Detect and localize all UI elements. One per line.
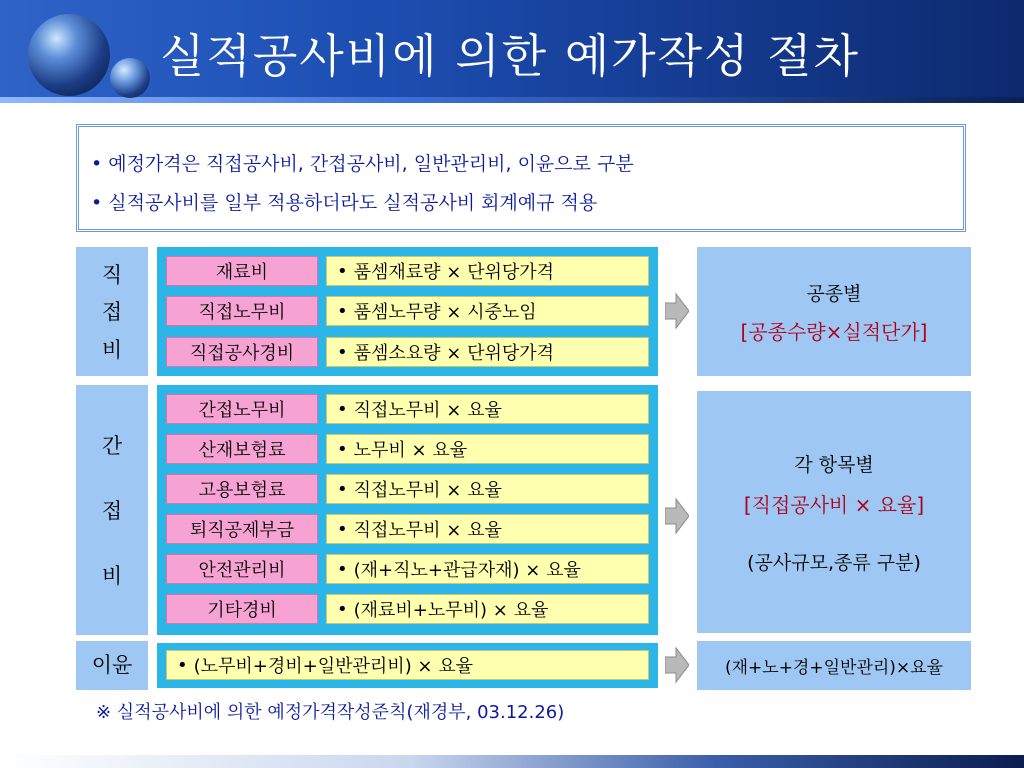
footer-bar: [0, 755, 1024, 768]
result-title: 공종별: [806, 282, 862, 305]
bullet: •: [337, 341, 348, 363]
indirect-item-name: 기타경비: [166, 594, 318, 624]
indirect-item-name: 산재보험료: [166, 434, 318, 464]
bullet: •: [337, 398, 348, 420]
summary-text-1: 예정가격은 직접공사비, 간접공사비, 일반관리비, 이윤으로 구분: [108, 153, 634, 175]
summary-line-1: [91, 149, 634, 176]
indirect-item-formula: [326, 474, 649, 504]
bullet: •: [337, 300, 348, 322]
result-formula: [공종수량×실적단가]: [740, 319, 928, 344]
formula-text: (재+직노+관급자재) × 요율: [353, 560, 581, 581]
bullet: •: [337, 518, 348, 540]
bullet: •: [91, 192, 103, 214]
bullet: •: [337, 558, 348, 580]
indirect-item-name: 퇴직공제부금: [166, 514, 318, 544]
result-formula: [직접공사비 × 요율]: [743, 492, 925, 517]
right-arrow-icon: [665, 497, 689, 535]
direct-item-formula: [326, 296, 649, 326]
indirect-item-formula: [326, 394, 649, 424]
page-title: 실적공사비에 의한 예가작성 절차: [160, 29, 860, 83]
indirect-cost-result: [697, 391, 971, 633]
summary-text-2: 실적공사비를 일부 적용하더라도 실적공사비 회계예규 적용: [108, 192, 598, 214]
profit-formula: [166, 650, 649, 680]
right-arrow-icon: [665, 646, 689, 684]
formula-text: 직접노무비 × 요율: [353, 480, 502, 501]
indirect-item-formula: [326, 514, 649, 544]
direct-label-char: 비: [101, 338, 123, 363]
direct-item-formula: [326, 337, 649, 367]
direct-cost-result: [697, 247, 971, 376]
direct-item-name: 직접노무비: [166, 296, 318, 326]
summary-line-2: [91, 188, 597, 215]
indirect-cost-label: [76, 385, 148, 635]
bullet: •: [177, 654, 188, 676]
direct-item-name: 직접공사경비: [166, 337, 318, 367]
direct-item-formula: [326, 256, 649, 286]
formula-text: 품셈소요량 × 단위당가격: [353, 343, 555, 364]
direct-cost-label: [76, 247, 148, 376]
bullet: •: [337, 598, 348, 620]
summary-box: [76, 124, 966, 232]
profit-result: (재+노+경+일반관리)×요율: [697, 641, 971, 690]
indirect-item-formula: [326, 594, 649, 624]
right-arrow-icon: [665, 292, 689, 330]
formula-text: (노무비+경비+일반관리비) × 요율: [193, 656, 474, 677]
indirect-item-formula: [326, 434, 649, 464]
indirect-item-name: 고용보험료: [166, 474, 318, 504]
formula-text: 직접노무비 × 요율: [353, 520, 502, 541]
formula-text: 품셈노무량 × 시중노임: [353, 302, 537, 323]
indirect-item-name: 간접노무비: [166, 394, 318, 424]
profit-label: 이윤: [76, 641, 148, 690]
formula-text: 노무비 × 요율: [353, 440, 468, 461]
indirect-label-char: 간: [101, 434, 123, 459]
indirect-label-char: 접: [101, 498, 123, 523]
direct-label-char: 직: [101, 262, 123, 287]
formula-text: (재료비+노무비) × 요율: [353, 600, 549, 621]
large-sphere-decoration: [28, 14, 110, 96]
result-title: 각 항목별: [794, 453, 874, 476]
direct-item-name: 재료비: [166, 256, 318, 286]
bullet: •: [337, 438, 348, 460]
small-sphere-decoration: [110, 58, 150, 98]
formula-text: 직접노무비 × 요율: [353, 400, 502, 421]
indirect-item-name: 안전관리비: [166, 554, 318, 584]
bullet: •: [337, 260, 348, 282]
bullet: •: [337, 478, 348, 500]
result-note: (공사규모,종류 구분): [747, 551, 921, 574]
indirect-item-formula: [326, 554, 649, 584]
footnote: ※ 실적공사비에 의한 예정가격작성준칙(재경부, 03.12.26): [96, 702, 565, 723]
indirect-label-char: 비: [101, 563, 123, 588]
direct-label-char: 접: [101, 300, 123, 325]
formula-text: 품셈재료량 × 단위당가격: [353, 262, 555, 283]
bullet: •: [91, 153, 103, 175]
